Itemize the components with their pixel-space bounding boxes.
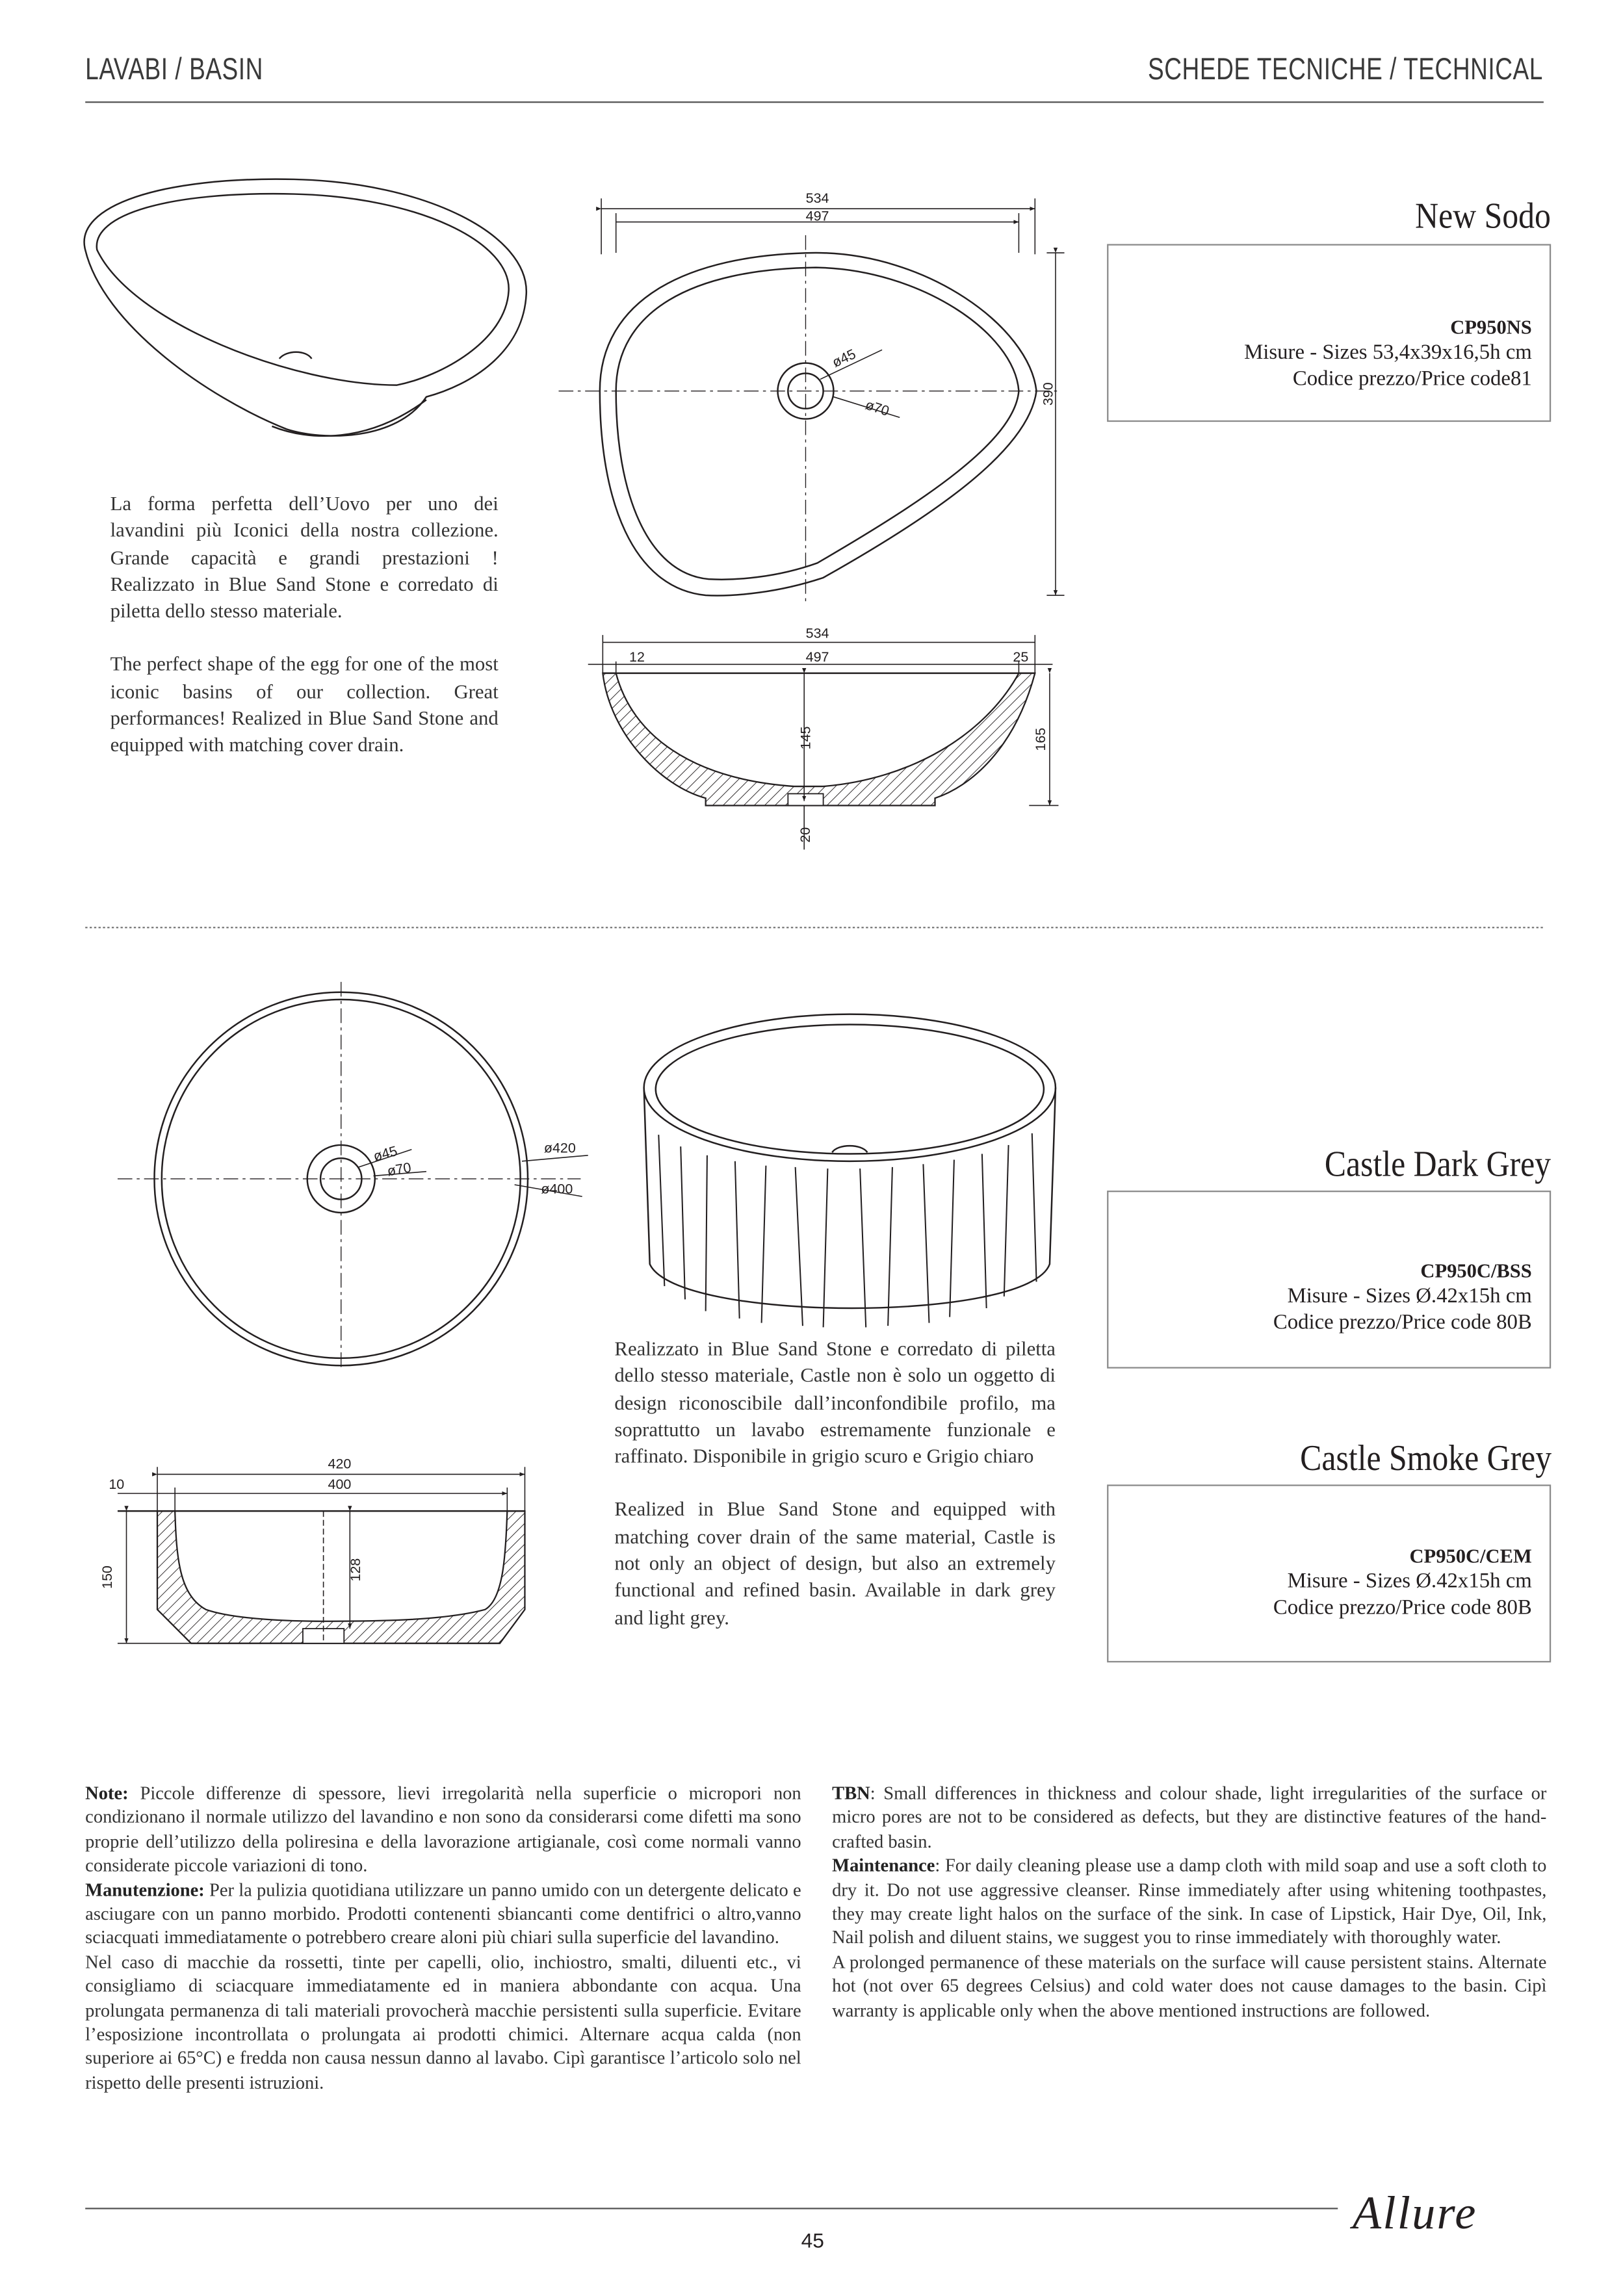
product-sizes: Misure - Sizes Ø.42x15h cm (1287, 1284, 1532, 1309)
dim-depth: 390 (1040, 382, 1056, 406)
footer-rule (85, 2208, 1338, 2209)
dim-outer-height: 165 (1033, 727, 1049, 751)
section-header-right: SCHEDE TECNICHE / TECHNICAL (1149, 53, 1544, 87)
description-it: Realizzato in Blue Sand Stone e corredato di piletta dello stesso materiale, Castle non è solo un oggetto di design riconoscibile dall’inconfondibile profilo, ma soprattutto un lavabo estremamente funzionale e raffinato. Disponibile in grigio scuro e Grigio chiaro (614, 1337, 1056, 1467)
dim-drain-inner: ø45 (829, 346, 859, 370)
castle-dim-outer-height: 150 (99, 1565, 115, 1589)
description-en: Realized in Blue Sand Stone and equipped with matching cover drain of the same material, Castle is not only an object of design, but also an extremely functional and refined basin. Available in dark grey and light grey. (614, 1498, 1056, 1629)
note-label: Note: (85, 1783, 129, 1804)
page-number: 45 (801, 2228, 824, 2252)
castle-dim-rim: 10 (109, 1477, 125, 1493)
product-code: CP950C/CEM (1409, 1545, 1532, 1567)
dim-rim-left: 12 (629, 649, 645, 665)
dim-inner-width: 497 (805, 208, 829, 224)
dim-outer-width: 534 (805, 190, 829, 207)
note-paragraph: A prolonged permanence of these materials on the surface will cause persistent stains. Alternate hot (not over 65 degrees Celsius) and cold water does not cause damages to the basin. Cipì warranty is applicable only when the above mentioned instructions are followed. (832, 1952, 1547, 2021)
note-paragraph: TBN: Small differences in thickness and colour shade, light irregularities of the surface or micro pores are not to be considered as defects, but they are distinctive features of the hand-crafted basin. (832, 1783, 1547, 1852)
product-info-new-sodo (1107, 244, 1551, 422)
product-sizes: Misure - Sizes 53,4x39x16,5h cm (1244, 341, 1532, 365)
dim-section-outer: 534 (805, 625, 829, 641)
product-title-castle-dark-grey: Castle Dark Grey (1324, 1144, 1552, 1185)
new-sodo-section (588, 626, 1059, 850)
note-label: Manutenzione: (85, 1879, 205, 1900)
dim-drain-outer: ø70 (863, 396, 891, 419)
product-title-new-sodo: New Sodo (1415, 197, 1552, 237)
castle-dim-inner: ø400 (541, 1181, 573, 1197)
dim-inner-height: 145 (798, 726, 814, 750)
new-sodo-perspective (84, 179, 526, 436)
product-price-code: Codice prezzo/Price code81 (1292, 367, 1532, 391)
new-sodo-top-view (558, 190, 1064, 602)
dim-rim-right: 25 (1013, 649, 1029, 665)
castle-dim-section-outer: 420 (328, 1456, 352, 1472)
castle-dim-outer: ø420 (543, 1140, 576, 1156)
product-price-code: Codice prezzo/Price code 80B (1273, 1596, 1532, 1620)
castle-section (99, 1456, 525, 1644)
notes-italian (85, 1781, 801, 2095)
castle-dim-inner-height: 128 (348, 1558, 364, 1582)
section-header-left: LAVABI / BASIN (85, 53, 263, 87)
castle-description (614, 1336, 1056, 1658)
note-paragraph: Manutenzione: Per la pulizia quotidiana utilizzare un panno umido con un detergente delicato e asciugare con un panno morbido. Prodotti contenenti sbiancanti come dentifrici o altro,vanno sciacquati immediatamente o potrebbero creare aloni più chiari sulla superficie del lavandino. (85, 1879, 801, 1948)
note-paragraph: Maintenance: For daily cleaning please use a damp cloth with mild soap and use a soft cloth to dry it. Do not use aggressive cleanser. Rinse immediately after using whitening toothpastes, they may create light halos on the surface of the sink. In case of Lipstick, Hair Dye, Oil, Ink, Nail polish and diluent stains, we suggest you to rinse immediately with thoroughly water. (832, 1855, 1547, 1948)
product-price-code: Codice prezzo/Price code 80B (1273, 1311, 1532, 1335)
product-sizes: Misure - Sizes Ø.42x15h cm (1287, 1569, 1532, 1593)
note-paragraph: Note: Piccole differenze di spessore, lievi irregolarità nella superficie o micropori non condizionano il normale utilizzo del lavandino e non sono da considerarsi come difetti ma sono proprie dell’utilizzo della poliresina e della lavorazione artigianale, così come normali vanno considerate piccole variazioni di tono. (85, 1783, 801, 1876)
description-en: The perfect shape of the egg for one of the most iconic basins of our collection. Great performances! Realized in Blue Sand Stone and equipped with matching cover drain. (110, 653, 499, 756)
castle-dim-section-inner: 400 (328, 1477, 352, 1493)
castle-dim-drain-outer: ø70 (385, 1159, 413, 1180)
product-info-castle-smoke-grey (1107, 1484, 1551, 1662)
castle-perspective (644, 1014, 1056, 1328)
description-it: La forma perfetta dell’Uovo per uno dei lavandini più Iconici della nostra collezione. Grande capacità e grandi prestazioni ! Realizzato in Blue Sand Stone e corredato di piletta dello stesso materiale. (110, 492, 499, 623)
note-label: Maintenance (832, 1855, 935, 1876)
dim-section-inner: 497 (805, 649, 829, 665)
note-label: TBN (832, 1783, 870, 1804)
notes-english (832, 1781, 1546, 2022)
note-paragraph: Nel caso di macchie da rossetti, tinte per capelli, olio, inchiostro, smalti, diluenti etc., vi consigliamo di sciacquare immediatamente ed in maniera abbondante con acqua. Una prolungata permanenza di tali materiali provocherà macchie persistenti sulla superficie. Evitare l’esposizione incontrollata o prolungata ai prodotti chimici. Alternare acqua calda (non superiore ai 65°C) e fredda non causa nessun danno al lavabo. Cipì garantisce l’articolo solo nel rispetto delle presenti istruzioni. (85, 1952, 801, 2093)
brand-logo: Allure (1352, 2186, 1477, 2239)
castle-dim-drain-inner: ø45 (371, 1142, 399, 1165)
product-title-castle-smoke-grey: Castle Smoke Grey (1299, 1439, 1552, 1479)
dim-base: 20 (798, 827, 814, 843)
product-code: CP950C/BSS (1420, 1259, 1532, 1282)
new-sodo-description (110, 491, 499, 786)
castle-top-view (118, 982, 588, 1370)
product-info-castle-dark-grey (1107, 1191, 1551, 1369)
product-code: CP950NS (1450, 316, 1532, 339)
